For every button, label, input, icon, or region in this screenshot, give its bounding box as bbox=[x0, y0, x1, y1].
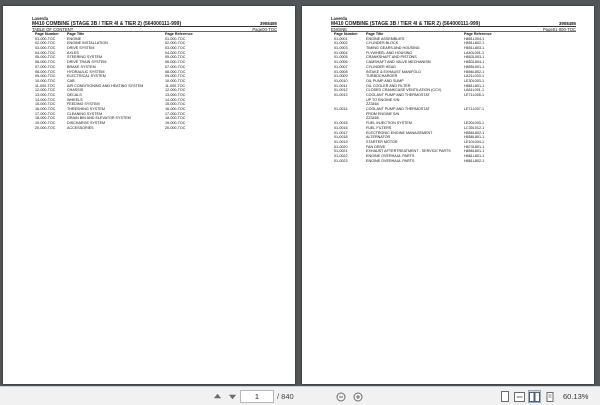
page-number-cell: 01-0008 bbox=[334, 69, 348, 74]
page-reference-cell: H855L001-1 bbox=[464, 64, 485, 69]
page-title-cell: STEERING SYSTEM bbox=[67, 55, 103, 60]
page-reference-cell: LA61L001-1 bbox=[464, 88, 485, 93]
arrow-down-icon[interactable] bbox=[226, 390, 239, 403]
page-title-cell: ENGINE INSTALLATION bbox=[67, 41, 108, 46]
page-number-cell: 01-0021 bbox=[334, 149, 348, 154]
page-number-cell: 07-000-TOC bbox=[35, 64, 56, 69]
page-title-cell: ELECTRICAL SYSTEM bbox=[67, 74, 106, 79]
page-reference-cell: 03-000-TOC bbox=[165, 46, 186, 51]
page-reference-cell: LE71L007-1 bbox=[464, 107, 485, 112]
page-number-cell: 13-000-TOC bbox=[35, 92, 56, 97]
page-title-cell: CAMSHAFT AND VALVE MECHANISM bbox=[366, 60, 431, 65]
section-name: ENGINE bbox=[331, 27, 348, 32]
arrow-up-icon[interactable] bbox=[211, 390, 224, 403]
page-number-cell: 01-0006 bbox=[334, 60, 348, 65]
page-title-cell: OIL PUMP AND SUMP bbox=[366, 78, 404, 83]
zoom-in-icon[interactable] bbox=[351, 390, 364, 403]
page-title-cell: AIR CONDITIONING AND HEATING SYSTEM bbox=[67, 83, 144, 88]
page-reference-cell: 06-000-TOC bbox=[165, 60, 186, 65]
page-number-cell: 03-000-TOC bbox=[35, 46, 56, 51]
table-row bbox=[331, 159, 576, 164]
page-number-cell: 08-000-TOC bbox=[35, 69, 56, 74]
page-reference-cell: 05-000-TOC bbox=[165, 55, 186, 60]
page-reference-cell: 15-000-TOC bbox=[165, 102, 186, 107]
page-number-cell: 01-0013 bbox=[334, 92, 348, 97]
page-reference-cell: LE20L003-1 bbox=[464, 121, 485, 126]
page-title-cell: ELECTRONIC ENGINE MANAGEMENT bbox=[366, 130, 433, 135]
page-number-cell: 01-0012 bbox=[334, 88, 348, 93]
page-title-cell: AXLES bbox=[67, 50, 79, 55]
page-number-cell: 11-000-TOC bbox=[35, 83, 56, 88]
page-number-input[interactable]: 1 bbox=[240, 390, 274, 403]
page-title-cell: HYDRAULIC SYSTEM bbox=[67, 69, 105, 74]
page-number-cell: 20-000-TOC bbox=[35, 125, 56, 130]
fit-page-icon[interactable] bbox=[498, 390, 511, 403]
two-page-icon[interactable] bbox=[528, 390, 541, 403]
page-title-cell: FUEL FILTERS bbox=[366, 125, 392, 130]
page-reference-cell: 16-000-TOC bbox=[165, 107, 186, 111]
page-reference-cell: 19-000-TOC bbox=[165, 121, 186, 126]
page-title-cell: INTAKE & EXHAUST MANIFOLD bbox=[366, 69, 421, 74]
page-number-cell: 15-000-TOC bbox=[35, 102, 56, 107]
page-reference-cell: H851L803-1 bbox=[464, 46, 485, 51]
page-title-cell: DECALS bbox=[67, 92, 82, 97]
page-title-cell: CAB bbox=[67, 78, 75, 83]
page-number-cell: 18-000-TOC bbox=[35, 116, 56, 121]
page-reference-cell: H856L802-1 bbox=[464, 69, 485, 74]
doc-code: 3908485 bbox=[259, 21, 277, 26]
page-title-cell: EXHAUST AFTERTREATMENT - SERVICE PARTS bbox=[366, 149, 451, 154]
page-number-cell: 09-000-TOC bbox=[35, 74, 56, 79]
page-reference-cell: LC30L012-1 bbox=[464, 125, 485, 130]
page-number-cell: 01-000-TOC bbox=[35, 36, 56, 41]
page-title-cell: FUEL INJECTION SYSTEM bbox=[366, 121, 412, 126]
page-reference-cell: H853L804-1 bbox=[464, 60, 485, 65]
header-page-number: Page Number bbox=[334, 32, 358, 36]
page-title-cell: CRANKSHAFT AND PISTONS bbox=[366, 55, 417, 60]
page-total: / 840 bbox=[277, 392, 294, 401]
page-title-cell: ACCESSORIES bbox=[67, 125, 94, 130]
page-reference-cell: H873L801-1 bbox=[464, 144, 485, 149]
page-number-cell: 01-0009 bbox=[334, 74, 348, 79]
page-reference-cell: H851L004-1 bbox=[464, 36, 485, 41]
header-page-title: Page Title bbox=[67, 32, 85, 36]
page-number-cell: 17-000-TOC bbox=[35, 111, 56, 116]
fit-width-icon[interactable] bbox=[513, 390, 526, 403]
table-row bbox=[331, 107, 576, 121]
page-number-cell: 01-0019 bbox=[334, 139, 348, 144]
page-number-cell: 01-0002 bbox=[334, 41, 348, 46]
page-reference-cell: 11-000-TOC bbox=[165, 83, 186, 88]
page-reference-cell: 14-000-TOC bbox=[165, 97, 186, 102]
page-reference-cell: H851L802-1 bbox=[464, 41, 485, 46]
page-reference-cell: 18-000-TOC bbox=[165, 116, 186, 121]
pdf-page-left bbox=[3, 6, 295, 384]
page-title-cell: OIL COOLER AND FILTER bbox=[366, 83, 411, 88]
page-title-cell: CYLINDER BLOCK bbox=[366, 41, 399, 46]
page-reference-cell: H861L801-1 bbox=[464, 83, 485, 88]
page-title-cell: CLEANING SYSTEM bbox=[67, 111, 103, 116]
page-number-cell: 06-000-TOC bbox=[35, 60, 56, 65]
page-reference-cell: 09-000-TOC bbox=[165, 74, 186, 79]
page-title-cell: DISCHARGE SYSTEM bbox=[67, 121, 106, 126]
page-number-cell: 01-0020 bbox=[334, 144, 348, 149]
header-page-reference: Page Reference bbox=[165, 32, 193, 36]
page-title-note: UP TO ENGINE S/N bbox=[366, 97, 400, 102]
page-number-cell: 01-0007 bbox=[334, 64, 348, 69]
section-page: Page00-TOC bbox=[252, 27, 277, 32]
section-name: TABLE OF CONTENT bbox=[32, 27, 74, 32]
page-reference-cell: H853L003-1 bbox=[464, 55, 485, 60]
table-row bbox=[32, 126, 277, 131]
page-number-cell: 14-000-TOC bbox=[35, 97, 56, 102]
page-reference-cell: LE71L005-1 bbox=[464, 92, 485, 97]
page-number-cell: 01-0017 bbox=[334, 130, 348, 135]
page-number-cell: 05-000-TOC bbox=[35, 55, 56, 60]
page-number-cell: 01-0001 bbox=[334, 36, 348, 41]
page-number-cell: 01-0005 bbox=[334, 55, 348, 60]
single-page-icon[interactable] bbox=[543, 390, 556, 403]
page-reference-cell: H861L802-1 bbox=[464, 158, 485, 163]
doc-title: M410 COMBINE (STAGE 3B / TIER 4I & TIER 2) (564000111-999) bbox=[32, 21, 182, 27]
page-reference-cell: 10-000-TOC bbox=[165, 78, 186, 83]
page-reference-cell: LA40L001-1 bbox=[464, 50, 485, 55]
page-reference-cell: H856L801-1 bbox=[464, 149, 485, 154]
page-title-cell: DRIVE SYSTEM bbox=[67, 46, 95, 51]
page-reference-cell: 08-000-TOC bbox=[165, 69, 186, 74]
page-title-cell: TURBOCHARGER bbox=[366, 74, 398, 79]
page-title-note: FROM ENGINE S/N bbox=[366, 111, 400, 116]
viewer-toolbar bbox=[0, 386, 600, 405]
page-reference-cell: LA21L003-1 bbox=[464, 74, 485, 79]
header-page-number: Page Number bbox=[35, 32, 59, 36]
page-reference-cell: LE10L004-1 bbox=[464, 139, 485, 144]
doc-code: 3908485 bbox=[558, 21, 576, 26]
pdf-page-right bbox=[302, 6, 594, 384]
page-title-cell: ENGINE OVERHAUL PARTS bbox=[366, 158, 415, 163]
page-reference-cell: 07-000-TOC bbox=[165, 64, 186, 69]
page-title-cell: CLOSED CRANKCASE VENTILATION (CCV) bbox=[366, 88, 442, 93]
page-number-cell: 04-000-TOC bbox=[35, 50, 56, 55]
page-number-cell: 01-0004 bbox=[334, 50, 348, 55]
page-title-cell: COOLANT PUMP AND THERMOSTAT bbox=[366, 107, 430, 112]
page-title-cell: STARTER MOTOR bbox=[366, 139, 398, 144]
page-title-cell: GRAIN BIN AND ELEVATOR SYSTEM bbox=[67, 116, 131, 121]
page-title-cell: CHASSIS bbox=[67, 88, 84, 93]
page-number-cell: 01-0023 bbox=[334, 158, 348, 163]
page-number-cell: 01-0015 bbox=[334, 121, 348, 126]
page-title-cell: TIMING GEARS AND HOUSING bbox=[366, 46, 420, 51]
page-number-cell: 02-000-TOC bbox=[35, 41, 56, 46]
page-number-cell: 01-0003 bbox=[334, 46, 348, 51]
page-reference-cell: H856L802-1 bbox=[464, 130, 485, 135]
page-number-cell: 12-000-TOC bbox=[35, 88, 56, 93]
table-row bbox=[331, 93, 576, 107]
page-number-cell: 01-0016 bbox=[334, 125, 348, 130]
doc-title: M410 COMBINE (STAGE 3B / TIER 4I & TIER 2) (564000111-999) bbox=[331, 21, 481, 27]
zoom-level[interactable]: 60.13% bbox=[563, 392, 589, 401]
page-title-cell: THRESHING SYSTEM bbox=[67, 107, 105, 111]
page-number-cell: 16-000-TOC bbox=[35, 107, 56, 111]
page-reference-cell: H558L801-1 bbox=[464, 135, 485, 140]
brand-label: Laverda bbox=[32, 16, 49, 21]
page-title-cell: WHEELS bbox=[67, 97, 83, 102]
page-number-cell: 19-000-TOC bbox=[35, 121, 56, 126]
page-number-cell: 10-000-TOC bbox=[35, 78, 56, 83]
page-title-cell: FEEDING SYSTEM bbox=[67, 102, 100, 107]
page-title-cell: ALTERNATOR bbox=[366, 135, 391, 140]
page-title-cell: BRAKE SYSTEM bbox=[67, 64, 96, 69]
page-title-note: ZZ3465 bbox=[366, 116, 379, 121]
page-number-cell: 01-0010 bbox=[334, 78, 348, 83]
page-reference-cell: 12-000-TOC bbox=[165, 88, 186, 93]
section-page: Page01-000-TOC bbox=[543, 27, 576, 32]
page-reference-cell: 02-000-TOC bbox=[165, 41, 186, 46]
page-title-cell: ENGINE bbox=[67, 36, 82, 41]
page-reference-cell: 04-000-TOC bbox=[165, 50, 186, 55]
page-title-cell: ENGINE ASSEMBLIES bbox=[366, 36, 405, 41]
page-reference-cell: 01-000-TOC bbox=[165, 36, 186, 41]
header-page-title: Page Title bbox=[366, 32, 384, 36]
page-title-cell: FLYWHEEL AND HOUSING bbox=[366, 50, 413, 55]
page-title-cell: FAN DRIVE bbox=[366, 144, 386, 149]
header-page-reference: Page Reference bbox=[464, 32, 492, 36]
brand-label: Laverda bbox=[331, 16, 348, 21]
page-number-cell: 01-0011 bbox=[334, 83, 348, 88]
page-reference-cell: 20-000-TOC bbox=[165, 125, 186, 130]
page-title-cell: CYLINDER HEAD bbox=[366, 64, 396, 69]
page-title-note: ZZ3464 bbox=[366, 102, 379, 107]
page-number-cell: 01-0018 bbox=[334, 135, 348, 140]
page-reference-cell: LE30L003-1 bbox=[464, 78, 485, 83]
page-reference-cell: H861L801-1 bbox=[464, 153, 485, 158]
page-reference-cell: 13-000-TOC bbox=[165, 92, 186, 97]
page-number-cell: 01-0014 bbox=[334, 107, 348, 112]
page-reference-cell: 17-000-TOC bbox=[165, 111, 186, 116]
page-title-cell: ENGINE OVERHAUL PARTS bbox=[366, 153, 415, 158]
zoom-out-icon[interactable] bbox=[334, 390, 347, 403]
page-title-cell: DRIVE TRAIN SYSTEM bbox=[67, 60, 107, 65]
page-title-cell: COOLANT PUMP AND THERMOSTAT bbox=[366, 92, 430, 97]
page-number-cell: 01-0022 bbox=[334, 153, 348, 158]
